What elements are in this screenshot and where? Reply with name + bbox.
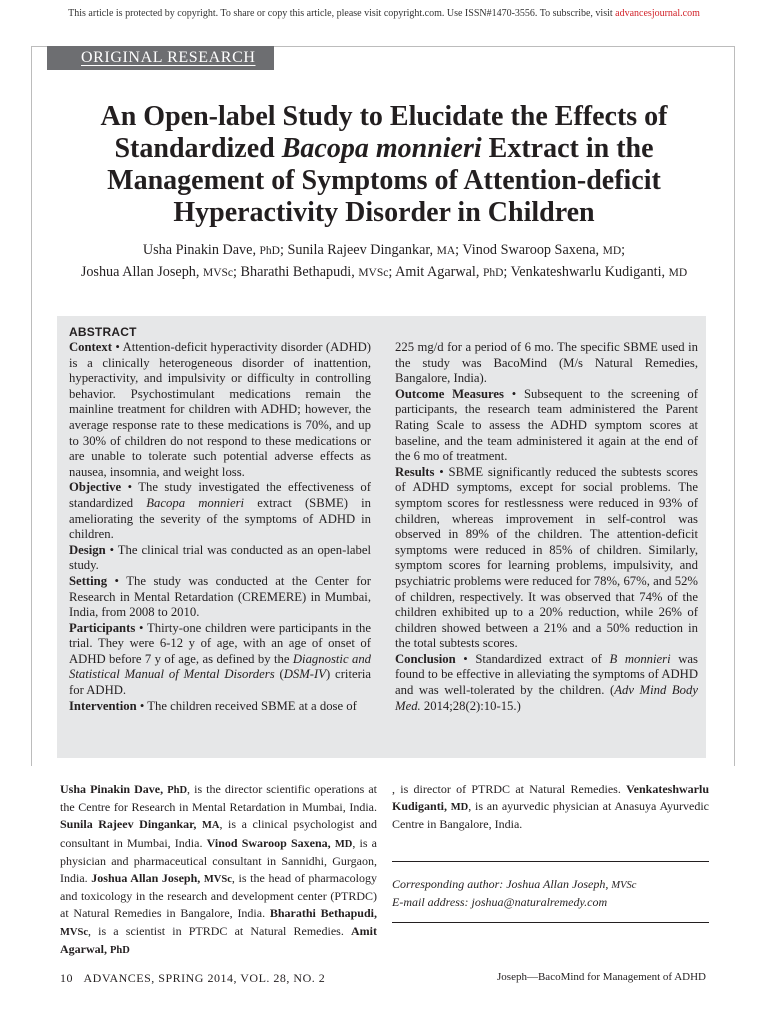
section-label: ORIGINAL RESEARCH: [47, 46, 274, 70]
author-name: Bharathi Bethapudi: [240, 264, 352, 280]
abstract-column-right: [395, 340, 698, 714]
author-bio-right: , is director of PTRDC at Natural Remedies. Venkateshwarlu Kudiganti, MD, is an ayurvedic physician at Anasuya Ayurvedic Centre in Bangalore, India.: [392, 782, 709, 832]
divider-top: [392, 861, 709, 862]
abstract-intervention: Intervention • The children received SBME at a dose of: [69, 698, 357, 713]
author-bio-left: Usha Pinakin Dave, PhD, is the director scientific operations at the Centre for Research in Mental Retardation in Mumbai, India. Sunila Rajeev Dingankar, MA, is a clinical psychologist and consultant in Mumbai, India. Vinod Swaroop Saxena, MD, is a physician and pharmaceutical consultant in Sannidhi, Gurgaon, India. Joshua Allan Joseph, MVSc, is the head of pharmacology and toxicology in the research and development center (PTRDC) at Natural Remedies in Bangalore, India. Bharathi Bethapudi, MVSc, is a scientist in PTRDC at Natural Remedies. Amit Agarwal, PhD: [60, 782, 378, 956]
abstract-participants: Participants • Thirty-one children were participants in the trial. They were 6-12 y of age, with an age of onset of ADHD before 7 y of age, as defined by the Diagnostic and Statistical Manual of Mental Disorders (DSM-IV) criteria for ADHD.: [69, 620, 372, 698]
footer-journal: [60, 971, 325, 986]
abstract-heading: ABSTRACT: [69, 325, 137, 339]
author-degree: MA: [436, 245, 456, 257]
abstract-column-left: [69, 340, 371, 714]
author-name: Sunila Rajeev Dingankar: [287, 242, 430, 258]
abstract-intervention-continued: 225 mg/d for a period of 6 mo. The specific SBME used in the study was BacoMind (M/s Natural Remedies, Bangalore, India).: [395, 340, 698, 386]
author-degree: MD: [602, 245, 622, 257]
author-name: Vinod Swaroop Saxena: [462, 242, 596, 258]
corresponding-author: Corresponding author: Joshua Allan Joseph, MVSc E-mail address: joshua@naturalremedy.com: [392, 877, 637, 909]
subscribe-link[interactable]: advancesjournal.com: [615, 8, 700, 19]
author-name: Venkateshwarlu Kudiganti: [510, 264, 662, 280]
copyright-text: This article is protected by copyright. To share or copy this article, please visit copyright.com. Use ISSN#1470-3556. To subscribe, visit: [68, 8, 613, 19]
abstract-context: Context • Attention-deficit hyperactivity disorder (ADHD) is a clinically heterogeneous disorder of inattention, hyperactivity, and impulsivity or difficulty in controlling behavior. Psychostimulant medications remain the mainline treatment for children with ADHD; however, the average response rate to these medications is 70%, and up to 30% of children do not respond to these medications or are unable to tolerate such potential adverse effects as nausea, insomnia, and weight loss.: [69, 340, 371, 479]
author-degree: MD: [668, 267, 688, 279]
abstract-objective: Objective • The study investigated the effectiveness of standardized Bacopa monnieri extract (SBME) in ameliorating the severity of the symptoms of ADHD in children.: [69, 480, 371, 542]
author-name: Usha Pinakin Dave: [142, 242, 253, 258]
abstract-conclusion: Conclusion • Standardized extract of B monnieri was found to be effective in alleviating the symptoms of ADHD and was well-tolerated by the children. (Adv Mind Body Med. 2014;28(2):10-15.): [395, 651, 699, 713]
abstract-results: Results • SBME significantly reduced the subtests scores of ADHD symptoms, except for social problems. The symptom scores for restlessness were reduced in 93% of children, whereas improvement in self-control was observed in 89% of the children. The attention-deficit symptoms were reduced in 85% of children. Similarly, symptom scores for learning problems, impulsivity, and psychiatric problems were reduced for 78%, 67%, and 52% of children, respectively. It was observed that 74% of the children exhibited up to a 20% reduction, while 26% of children showed between a 21% and a 50% reduction in the total subtests scores.: [395, 464, 698, 651]
author-degree: MVSc: [202, 267, 234, 279]
abstract-outcome-measures: Outcome Measures • Subsequent to the screening of participants, the research team administered the Parent Rating Scale to assess the ADHD symptom scores at baseline, and the team administered it again at the end of the 6 mo of treatment.: [395, 386, 698, 464]
author-list: Usha Pinakin Dave, PhD; Sunila Rajeev Dingankar, MA; Vinod Swaroop Saxena, MD; Joshua Allan Joseph, MVSc; Bharathi Bethapudi, MVSc; Amit Agarwal, PhD; Venkateshwarlu Kudiganti, MD: [80, 242, 688, 280]
author-name: Amit Agarwal: [395, 264, 476, 280]
divider-bottom: [392, 922, 709, 923]
running-title: Joseph—BacoMind for Management of ADHD: [497, 971, 706, 983]
article-title: An Open-label Study to Elucidate the Effects of Standardized Bacopa monnieri Extract in the Management of Symptoms of Attention-deficit Hyperactivity Disorder in Children: [100, 101, 668, 228]
abstract-design: Design • The clinical trial was conducted as an open-label study.: [69, 542, 371, 573]
abstract-setting: Setting • The study was conducted at the Center for Research in Mental Retardation (CREMERE) in Mumbai, India, from 2008 to 2010.: [69, 573, 371, 620]
email-link[interactable]: joshua@naturalremedy.com: [471, 895, 608, 909]
author-degree: PhD: [259, 245, 280, 257]
author-degree: MVSc: [358, 267, 389, 279]
page-number: 10: [60, 971, 73, 985]
title-species: Bacopa monnieri: [281, 133, 482, 164]
copyright-notice: [0, 8, 768, 19]
author-degree: PhD: [482, 267, 504, 279]
author-name: Joshua Allan Joseph: [80, 264, 196, 280]
journal-issue: ADVANCES, SPRING 2014, VOL. 28, NO. 2: [83, 971, 326, 985]
